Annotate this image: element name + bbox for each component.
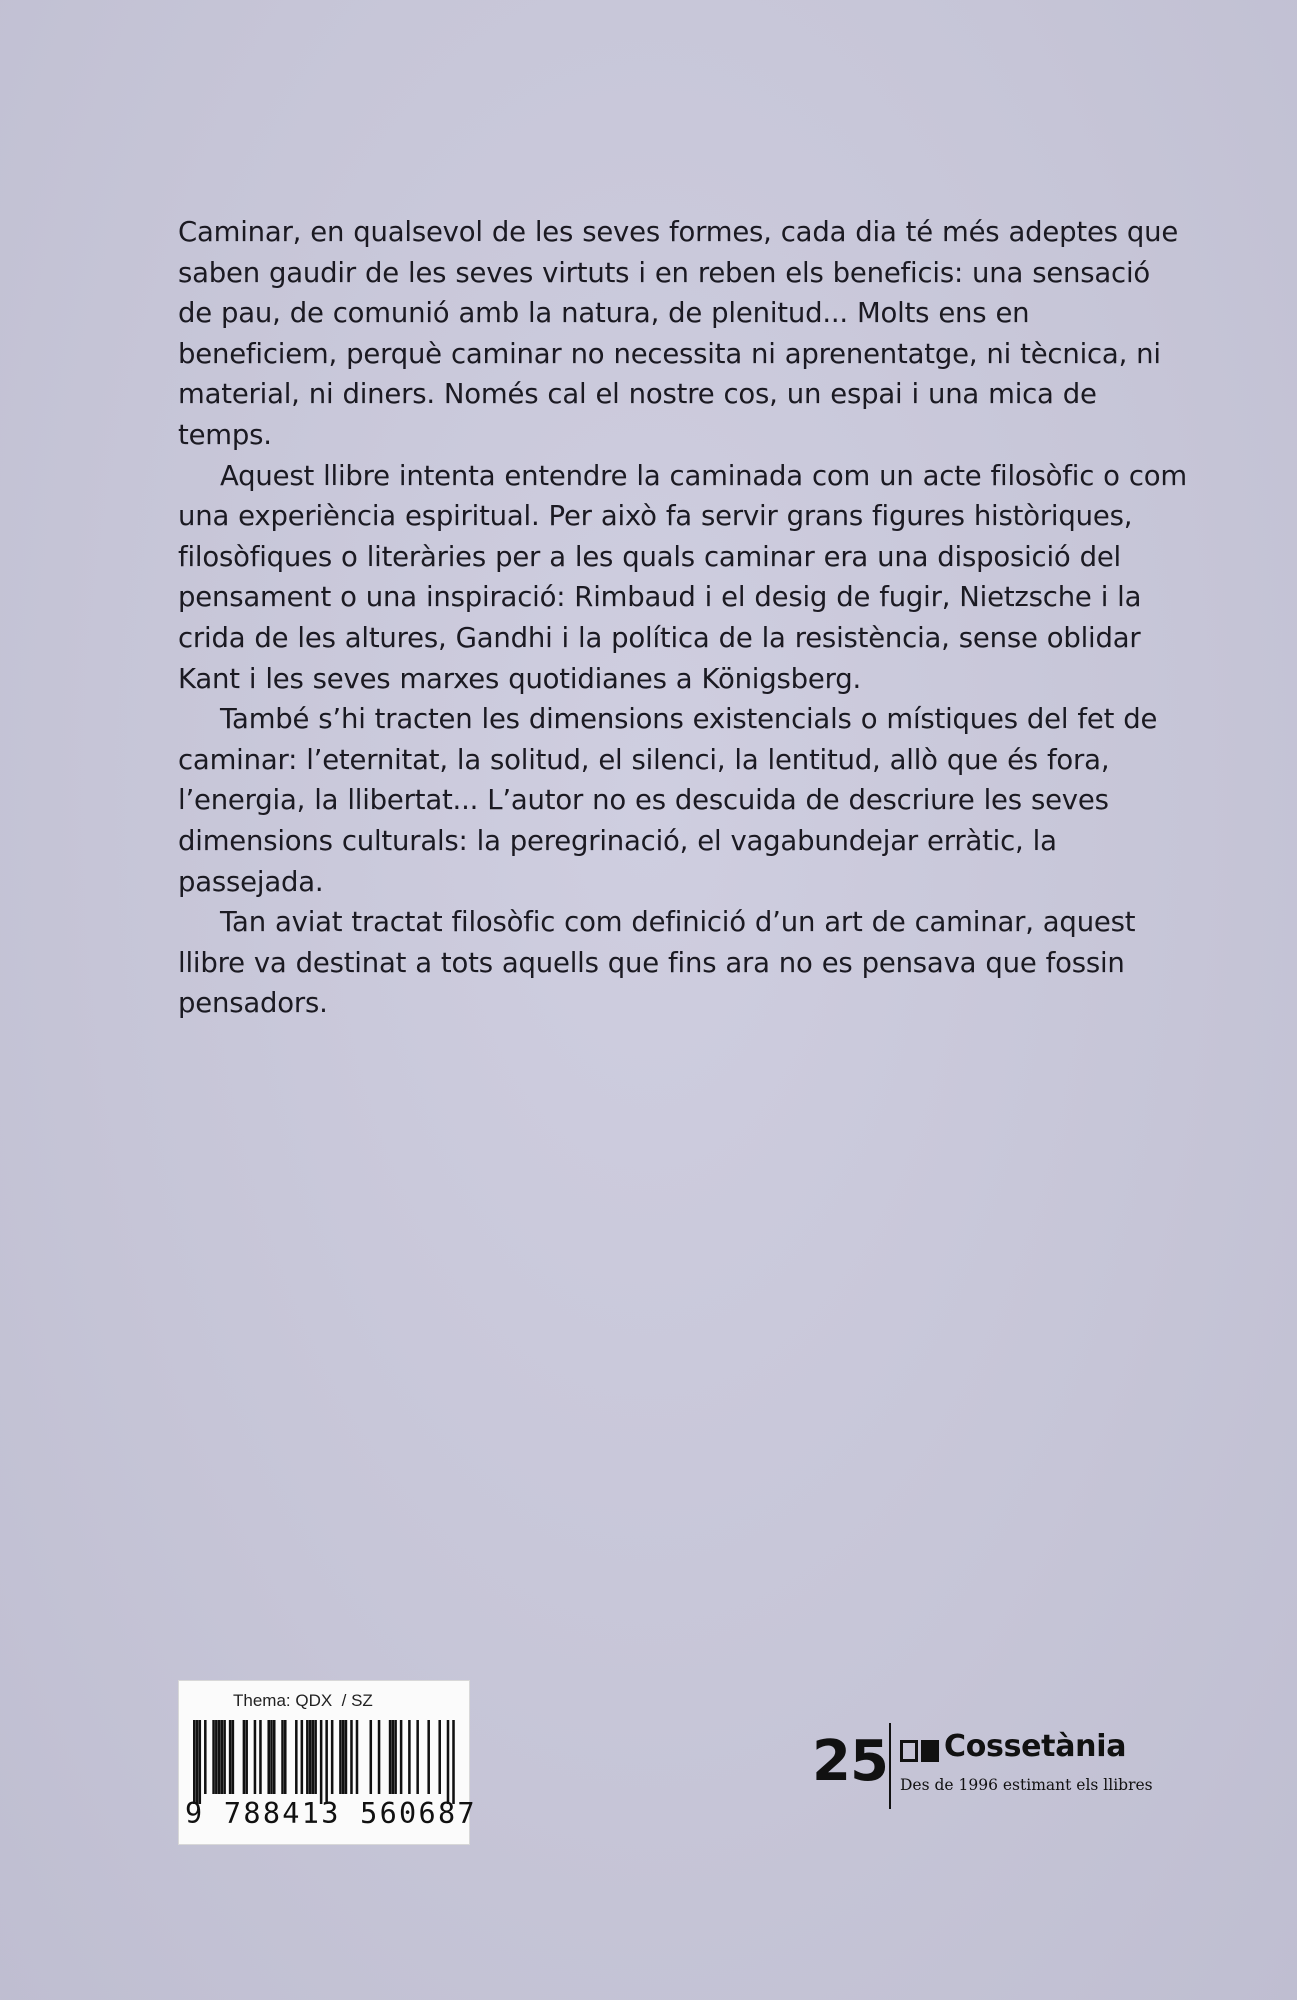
barcode-bar xyxy=(267,1720,270,1794)
open-square-icon xyxy=(900,1740,918,1762)
barcode-bar xyxy=(389,1720,392,1794)
blurb-paragraph-1: Caminar, en qualsevol de les seves formes, cada dia té més adeptes que saben gaudir de les seves virtuts i en reben els beneficis: una sensació de pau, de comunió amb la natura, de plenitud... Molts ens en beneficiem, perquè caminar no necessita ni aprenentatge, ni tècnica, ni material, ni diners. Només cal el nostre cos, un espai i una mica de temps. xyxy=(178,216,1179,451)
barcode-bar xyxy=(342,1720,345,1794)
blurb-paragraph-4: Tan aviat tractat filosòfic com definició d’un art de caminar, aquest llibre va destinat a tots aquells que fins ara no es pensava que fossin pensadors. xyxy=(178,906,1136,1020)
barcode-bar xyxy=(400,1720,403,1794)
barcode-bar xyxy=(215,1720,218,1794)
barcode-bar xyxy=(452,1720,455,1804)
barcode-bar xyxy=(232,1720,235,1794)
publisher-mark-icon xyxy=(900,1740,940,1764)
anniversary-number: 25 xyxy=(812,1729,888,1794)
barcode-bar xyxy=(339,1720,342,1794)
barcode-bar xyxy=(394,1720,397,1794)
barcode-bar xyxy=(416,1720,419,1794)
barcode-bar xyxy=(331,1720,334,1794)
barcode-bar xyxy=(212,1720,215,1794)
barcode-bar xyxy=(370,1720,373,1794)
barcode-bar xyxy=(378,1720,381,1794)
publisher-logo xyxy=(812,1723,1182,1813)
barcode-bar xyxy=(229,1720,232,1794)
back-cover-blurb xyxy=(178,212,1188,1024)
barcode-bar xyxy=(314,1720,317,1794)
barcode-bar xyxy=(447,1720,450,1804)
barcode-bar xyxy=(284,1720,287,1794)
barcode-bar xyxy=(218,1720,221,1794)
barcode-bar xyxy=(295,1720,298,1794)
barcode-bar xyxy=(273,1720,276,1794)
barcode-bar xyxy=(245,1720,248,1794)
logo-divider xyxy=(889,1723,891,1809)
publisher-name: Cossetània xyxy=(944,1729,1127,1764)
barcode-bar xyxy=(408,1720,411,1794)
barcode-bar xyxy=(356,1720,359,1794)
barcode-bar xyxy=(306,1720,309,1794)
barcode-bar xyxy=(270,1720,273,1794)
publisher-tagline: Des de 1996 estimant els llibres xyxy=(900,1776,1153,1794)
blurb-paragraph-2: Aquest llibre intenta entendre la caminada com un acte filosòfic o com una experiència espiritual. Per això fa servir grans figures històriques, filosòfiques o literàries per a les quals caminar era una disposició del pensament o una inspiració: Rimbaud i el desig de fugir, Nietzsche i la crida de les altures, Gandhi i la política de la resistència, sense oblidar Kant i les seves marxes quotidianes a Königsberg. xyxy=(178,459,1187,695)
barcode-bar xyxy=(196,1720,199,1804)
barcode-bar xyxy=(281,1720,284,1794)
thema-code: Thema: QDX / SZ xyxy=(233,1691,373,1710)
isbn-barcode xyxy=(193,1720,455,1804)
barcode-bar xyxy=(320,1720,323,1804)
barcode-bar xyxy=(243,1720,246,1794)
solid-square-icon xyxy=(921,1740,939,1762)
barcode-bar xyxy=(199,1720,202,1804)
barcode-bar xyxy=(325,1720,328,1804)
barcode-bar xyxy=(259,1720,262,1794)
barcode-bar xyxy=(254,1720,257,1794)
barcode-bar xyxy=(309,1720,312,1794)
barcode-bar xyxy=(204,1720,207,1794)
barcode-label xyxy=(178,1680,477,1845)
barcode-bar xyxy=(193,1720,196,1804)
isbn-number: 9 788413 560687 xyxy=(185,1797,477,1830)
barcode-bar xyxy=(223,1720,226,1794)
barcode-bar xyxy=(221,1720,224,1794)
blurb-paragraph-3: També s’hi tracten les dimensions existencials o místiques del fet de caminar: l’eternitat, la solitud, el silenci, la lentitud, allò que és fora, l’energia, la llibertat... L’autor no es descuida de descriure les seves dimensions culturals: la peregrinació, el vagabundejar erràtic, la passejada. xyxy=(178,703,1158,898)
barcode-bar xyxy=(438,1720,441,1794)
barcode-bar xyxy=(392,1720,395,1794)
barcode-bar xyxy=(301,1720,304,1794)
barcode-bar xyxy=(312,1720,315,1794)
barcode-bar xyxy=(427,1720,430,1794)
barcode-bar xyxy=(345,1720,348,1794)
barcode-bar xyxy=(350,1720,353,1794)
